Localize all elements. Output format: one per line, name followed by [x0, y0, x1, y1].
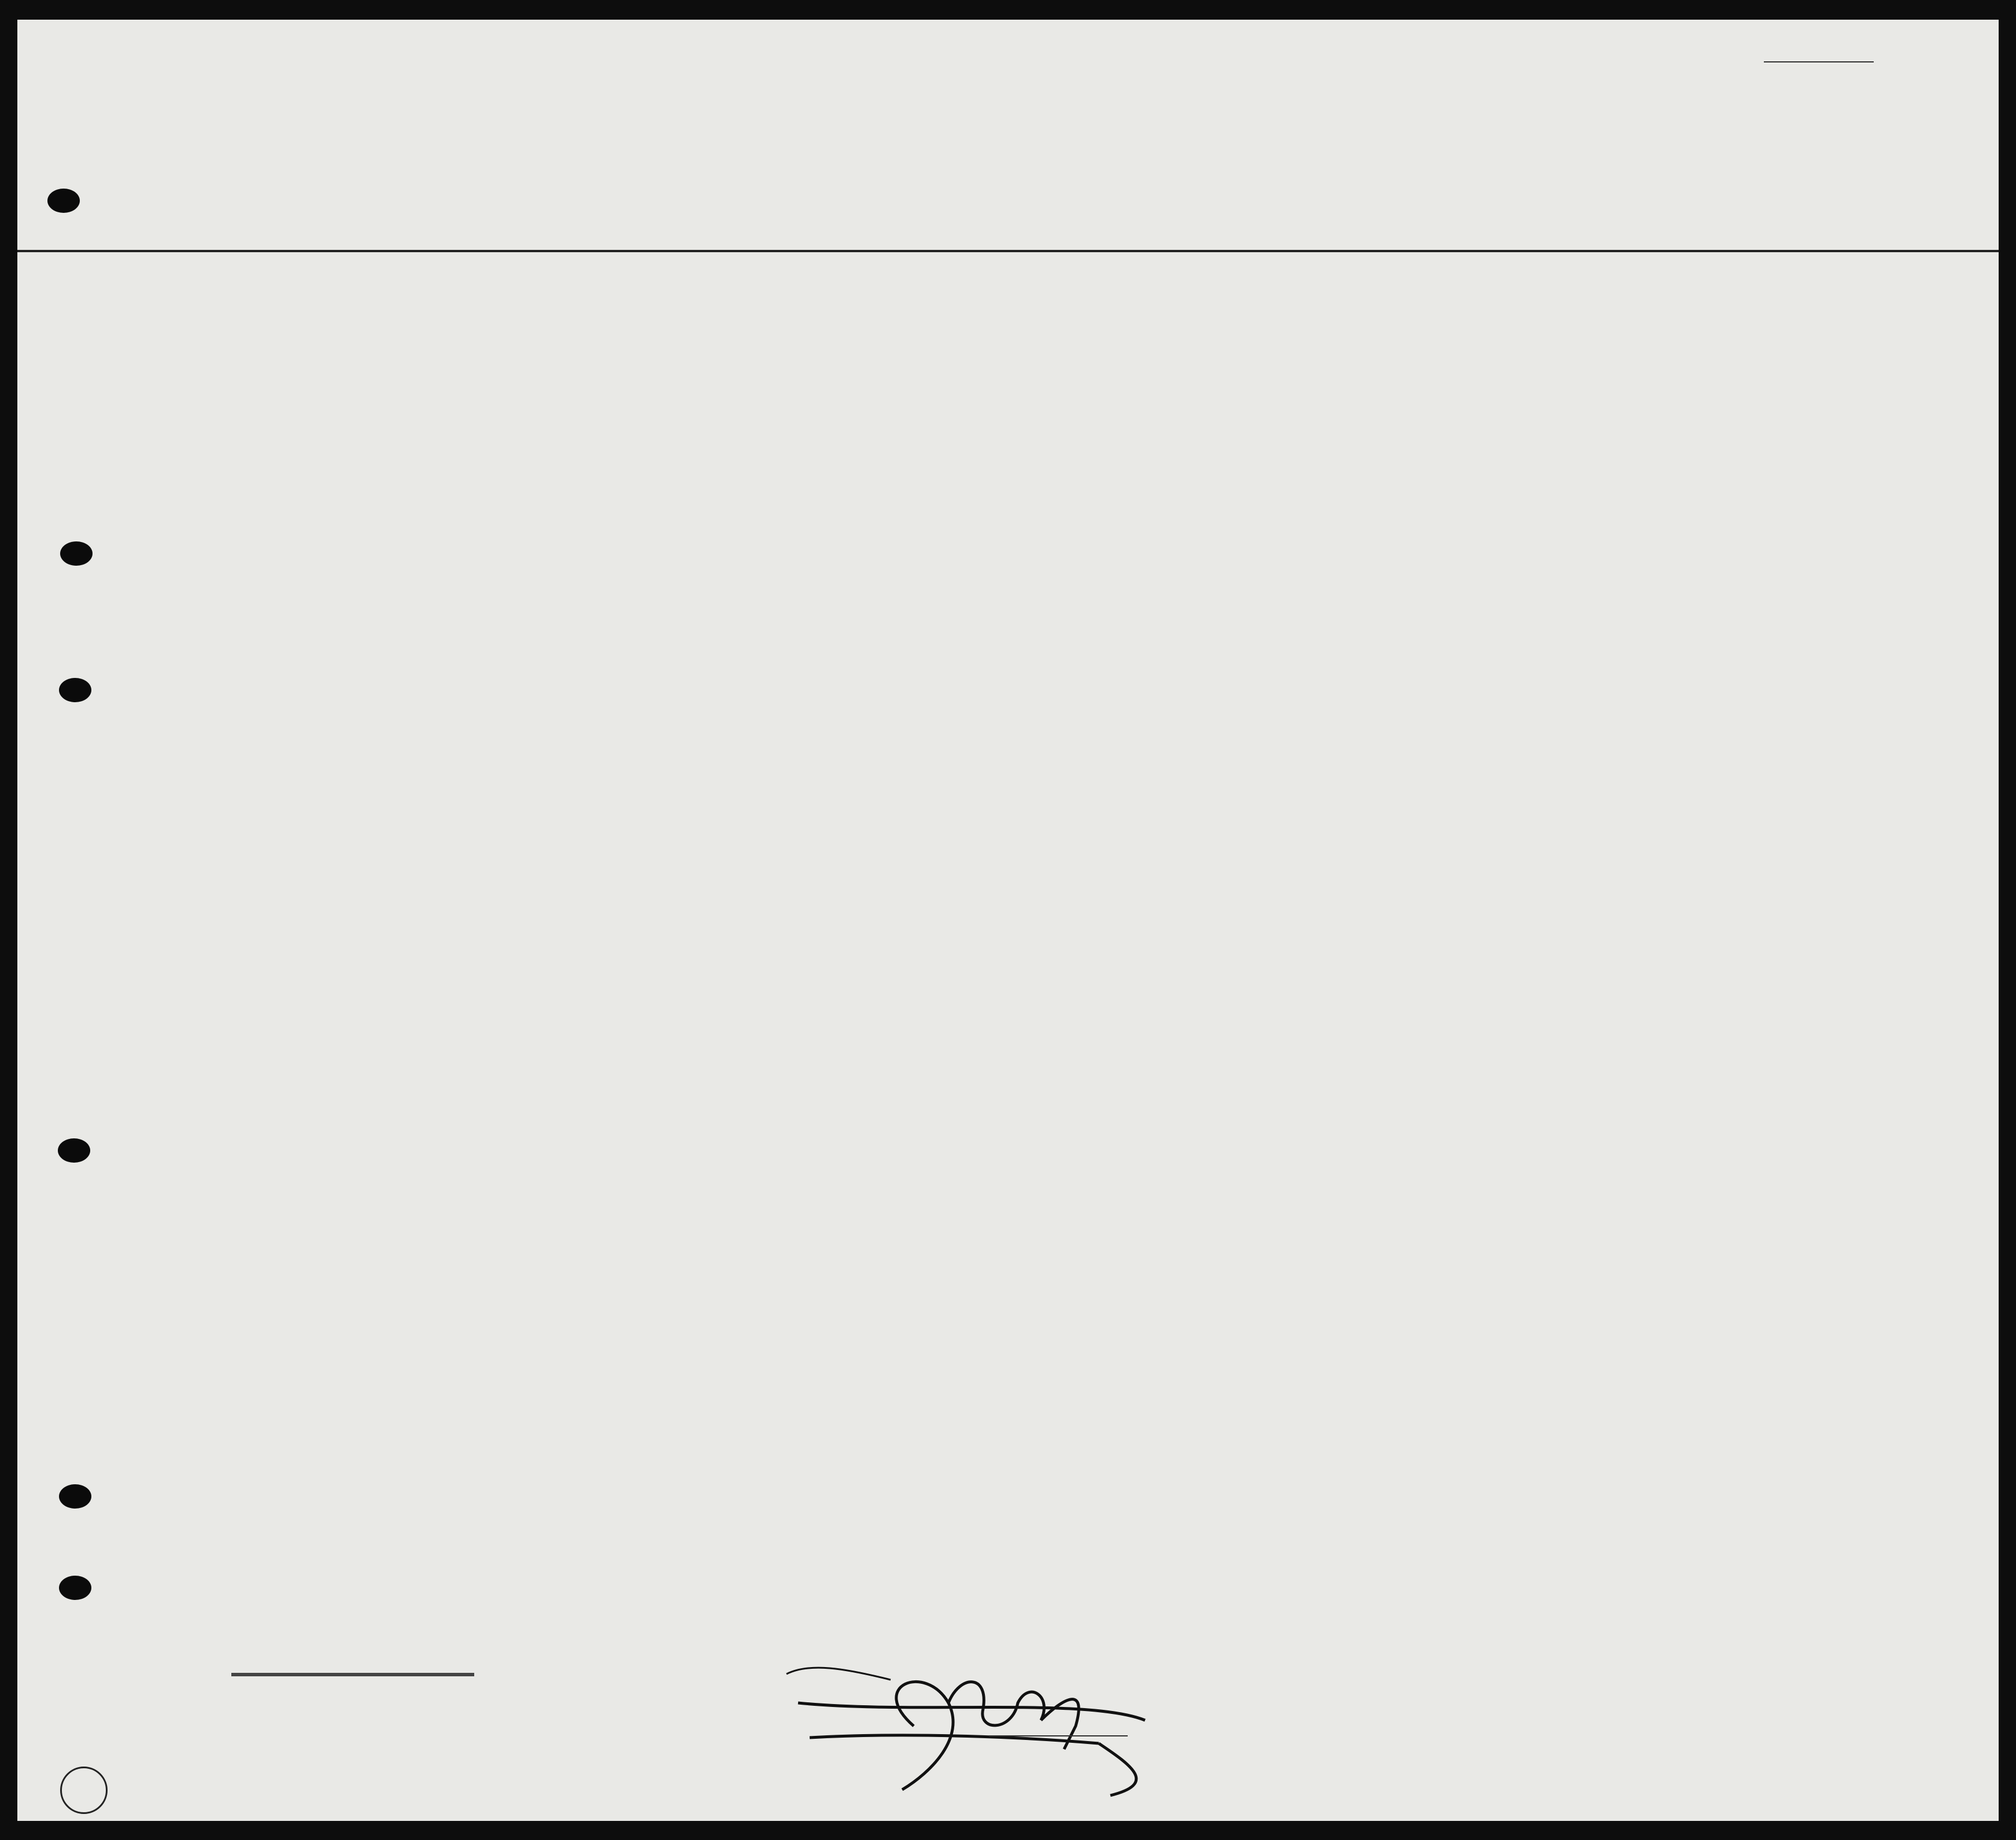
inspector-label — [989, 1735, 1128, 1736]
manifest-sheet — [17, 20, 1999, 1821]
inspector-signature — [740, 1651, 1203, 1807]
agents-value — [231, 1675, 474, 1676]
handwritten-checkmarks — [17, 20, 1999, 1821]
stamp-circle — [60, 1767, 108, 1814]
footer-values — [231, 1673, 474, 1676]
